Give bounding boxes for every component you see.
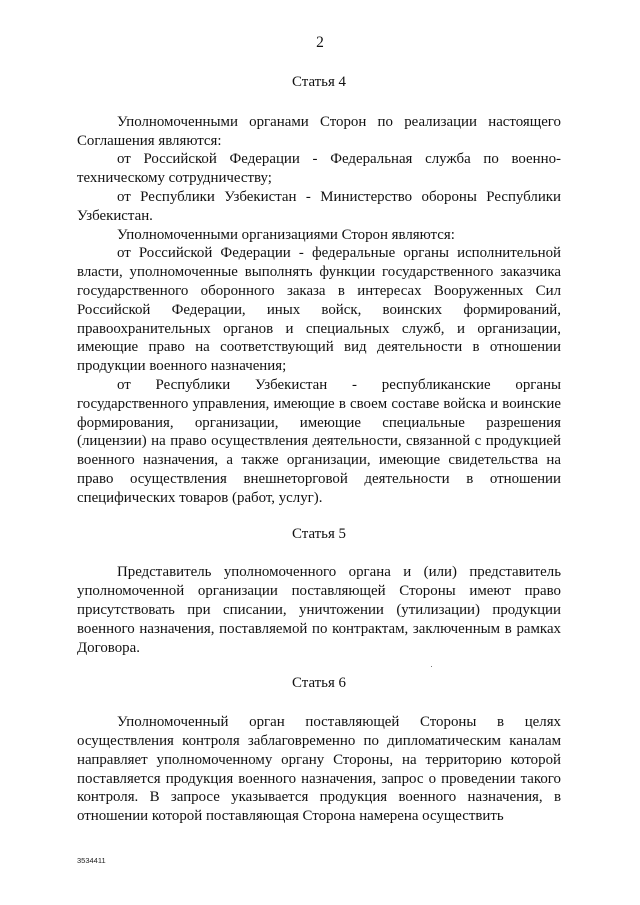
document-code: 3534411 [77,856,106,865]
document-body [77,73,561,826]
article-heading: Статья 4 [292,74,346,90]
article-heading: Статья 5 [292,525,346,542]
article-heading: Статья 6 [292,675,346,692]
paragraph: Уполномоченными организациями Сторон являются: [117,226,455,243]
paragraph: от Республики Узбекистан - Министерство обороны Республики Узбекистан. [77,188,561,224]
paragraph: от Российской Федерации - федеральные органы исполнительной власти, уполномоченные выполнять функции государственного заказчика государственного оборонного заказа в интересах Вооруженных Сил Российской Федерации, иных войск, воинских формирований, правоохранительных органов и специальных служб, и организации, имеющие право на соответствующий вид деятельности в отношении продукции военного назначения; [77,245,561,375]
paragraph: Уполномоченными органами Сторон по реализации настоящего Соглашения являются: [77,113,561,149]
article-4 [77,73,561,508]
paragraph: Уполномоченный орган поставляющей Стороны в целях осуществления контроля заблаговременно по дипломатическим каналам направляет уполномоченному органу Стороны, на территорию которой поставляется продукция военного назначения, запрос о проведении такого контроля. В запросе указывается продукция военного назначения, в отношении которой поставляющая Сторона намерена осуществить [77,714,561,825]
article-6 [77,674,561,826]
paragraph: от Российской Федерации - Федеральная служба по военно-техническому сотрудничеству; [77,151,561,187]
scan-speck [431,666,432,667]
paragraph: Представитель уполномоченного органа и (или) представитель уполномоченной организации поставляющей Стороны имеют право присутствовать при списании, уничтожении (утилизации) продукции военного назначения, поставляемой по контрактам, заключенным в рамках Договора. [77,564,561,656]
article-5 [77,525,561,658]
paragraph: от Республики Узбекистан - республиканские органы государственного управления, имеющие в своем составе войска и воинские формирования, организации, имеющие специальные разрешения (лицензии) на право осуществления деятельности, связанной с продукцией военного назначения, а также организации, имеющие свидетельства на право осуществления внешнеторговой деятельности в отношении специфических товаров (работ, услуг). [77,376,561,506]
page-number: 2 [316,34,324,51]
